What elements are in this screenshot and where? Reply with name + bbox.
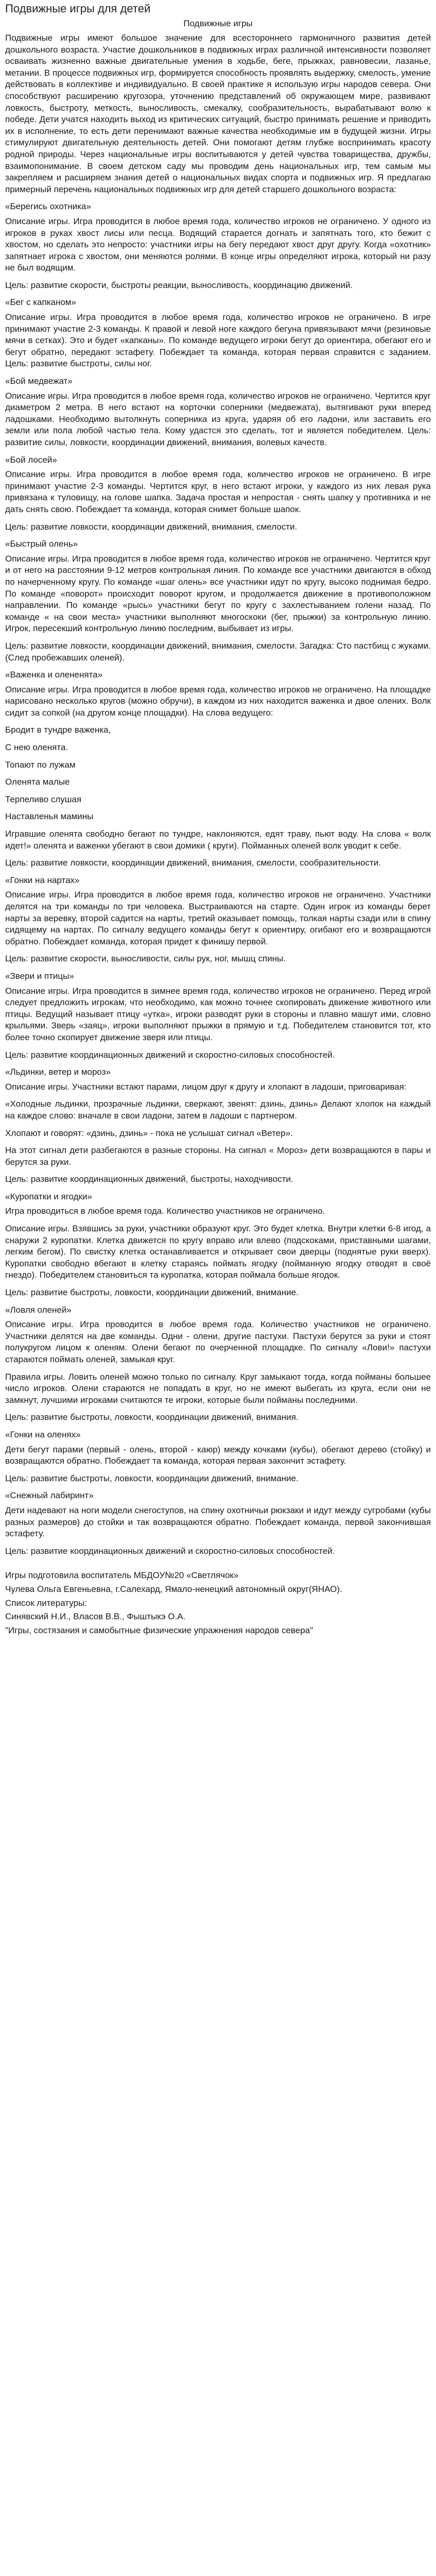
references-heading: Список литературы: bbox=[5, 1598, 87, 1608]
game-title: «Быстрый олень» bbox=[5, 539, 78, 549]
game-description: Игра проводиться в любое время года. Количество участников не ограничено. bbox=[5, 1206, 325, 1216]
game-description: Описание игры. Участники встают парами, лицом друг к другу и хлопают в ладоши, приговаривая: bbox=[5, 1081, 407, 1092]
games-list bbox=[5, 201, 431, 1557]
game-section bbox=[5, 297, 431, 370]
game-section bbox=[5, 669, 431, 869]
game-purpose: Цель: развитие быстроты, ловкости, координации движений, внимания. bbox=[5, 1412, 299, 1422]
game-section bbox=[5, 971, 431, 1061]
game-description: Дети бегут парами (первый - олень, второй - каюр) между кочками (кубы), обегают дерево (стойку) и возвращаются обратно. Побеждает та команда, которая первая закончит эстафету. bbox=[5, 1444, 431, 1466]
game-description: Описание игры. Игра проводится в любое время года, количество игроков не ограничено. В игре принимают участие 2-3 команды. Чертится круг, в него встают игроки, у каждого из них левая рука привязана к туловищу, на голове шапка. Задача простая и непростая - снять шапку у противника и не дать снять свою. Побеждает та команда, которая снимет больше шапок. bbox=[5, 469, 431, 514]
verse-line: С нею оленята. bbox=[5, 742, 68, 753]
game-section bbox=[5, 454, 431, 533]
game-section bbox=[5, 1429, 431, 1484]
game-description: Хлопают и говорят: «дзинь, дзинь» - пока не услышат сигнал «Ветер». bbox=[5, 1128, 293, 1138]
game-title: «Звери и птицы» bbox=[5, 971, 74, 981]
game-title: «Гонки на оленях» bbox=[5, 1429, 81, 1439]
game-description: Описание игры. Игра проводится в любое время года, количество игроков не ограничено. У одного из игроков в руках хвост лисы или песца. Водящий старается догнать и запятнать того, кто бежит с хвостом, но сделать это непросто: участники игры на бегу передают хвост друг другу. Когда «охотник» запятнает игрока с хвостом, они меняются ролями. В конце игры определяют игрока, который ни разу не был водящим. bbox=[5, 216, 431, 273]
verse-line: Топают по лужам bbox=[5, 759, 76, 770]
game-description: Описание игры. Игра проводится в любое время года, количество игроков не ограничено. На площадке нарисовано несколько кругов (можно обручи), в каждом из них находится важенка и двое олених. Волк сидит за сопкой (на другом конце площадки). На слова ведущего: bbox=[5, 684, 431, 718]
game-purpose: Цель: развитие координационных движений и скоростно-силовых способностей. bbox=[5, 1546, 335, 1556]
game-section bbox=[5, 376, 431, 449]
game-section bbox=[5, 201, 431, 291]
game-purpose: Цель: развитие координационных движений, быстроты, находчивости. bbox=[5, 1174, 293, 1184]
game-description: Описание игры. Взявшись за руки, участники образуют круг. Это будет клетка. Внутри клетки 6-8 игод, а снаружи 2 куропатки. Клетка движется по кругу вправо или влево (подскоками, приставными шагами, легким бегом). По свистку клетка останавливается и открывает свои дверцы (поднятые руки вверх). Куропатки свободно вбегают в клетку стараясь поймать ягодку (пойманную ягодку отводят в своё гнездо). Победителем становиться та куропатка, которая поймала больше ягодок. bbox=[5, 1224, 431, 1280]
game-section bbox=[5, 1490, 431, 1557]
game-section bbox=[5, 1066, 431, 1185]
game-title: «Гонки на нартах» bbox=[5, 875, 80, 885]
game-description: Описание игры. Игра проводится в любое время года, количество игроков не ограничено. Чертится круг диаметром 2 метра. В него встают на корточки соперники (медвежата), вытягивают руки вперед ладошками. Необходимо вытолкнуть соперника из круга, ударяя об его ладони, или заставить его земли или пола любой частью тела. Кому удастся это сделать, тот и является победителем. Цель: развитие силы, ловкости, координации движений, внимания, волевых качеств. bbox=[5, 391, 431, 447]
game-description: «Холодные льдинки, прозрачные льдинки, сверкают, звенят: дзинь, дзинь» Делают хлопок на каждый на каждое слово: вначале в свои ладони, затем в ладоши с партнером. bbox=[5, 1099, 431, 1121]
game-title: «Ловля оленей» bbox=[5, 1304, 72, 1315]
game-title: «Бой лосей» bbox=[5, 454, 57, 465]
game-description: Описание игры. Игра проводится в любое время года, количество игроков не ограничено. В игре принимают участие 2-3 команды. К правой и левой ноге каждого бегуна привязывают мячи (резиновые мячи в сетках). Это и будет «капканы». По команде ведущего игроки бегут до ориентира, обегают его и бегут обратно, передают эстафету. Побеждает та команда, которая первая справится с заданием. Цель: развитие быстроты, силы ног. bbox=[5, 312, 431, 369]
game-note: Игравшие оленята свободно бегают по тундре, наклоняются, едят траву, пьют воду. На слова « волк идет!» оленята и важенки убегают в свои домики ( круги). Пойманных оленей волк уводит к себе. bbox=[5, 829, 431, 851]
game-description: Описание игры. Игра проводится в любое время года, количество игроков не ограничено. Чертится круг и от него на расстоянии 9-12 метров контрольная линия. По команде все участники двигаются в обход по начерченному кругу. По команде «шаг олень» все участники идут по кругу, высоко поднимая бедро. По команде «поворот» происходит поворот кругом, и продолжается движение в противоположном направлении. По команде «рысь» участники бегут по кругу с захлестыванием голени назад. По команде « на свои места» участники выполняют многоскоки (бег, прыжки) за контрольную линию. Игрок, пересекший контрольную линию последним, выбывает из игры. bbox=[5, 553, 431, 634]
verse-line: Бродит в тундре важенка, bbox=[5, 725, 111, 735]
game-purpose: Цель: развитие ловкости, координации движений, внимания, смелости, сообразительности. bbox=[5, 858, 381, 868]
game-title: «Бой медвежат» bbox=[5, 376, 73, 386]
game-section bbox=[5, 538, 431, 664]
intro-paragraph: Подвижные игры имеют большое значение для всестороннего гармоничного развития детей дошкольного возраста. Участие дошкольников в подвижных играх различной интенсивности позволяет осваивать жизненно важные двигательные умения в ходьбе, беге, прыжках, равновесии, лазанье, метании. В процессе подвижных игр, формируется способность проявлять выдержку, смелость, умение действовать в коллективе и индивидуально. В своей практике я использую игры народов севера. Они способствуют расширению кругозора, уточнению представлений об окружающем мире, развивают ловкость, быстроту, меткость, выносливость, смекалку, сообразительность, вырабатывают волю к победе. Дети учатся находить выход из критических ситуаций, быстро принимать решение и приводить их в исполнение, то есть дети перенимают важные качества необходимые им в будущей жизни. Игры стимулируют двигательную деятельность детей. Они помогают детям глубже воспринимать красоту родной природы. Через национальные игры воспитываются у детей чувства товарищества, дружбы, взаимопонимание. В своем детском саду мы проводим день национальных игр, тем самым мы закрепляем и расширяем знания детей о национальных видах спорта и подвижных игр. Я предлагаю примерный перечень национальных подвижных игр для детей старшего дошкольного возраста: bbox=[5, 33, 431, 194]
game-description: Дети надевают на ноги модели снегоступов, на спину охотничьи рюкзаки и идут между сугробами (кубы разных размеров) до стойки и так возвращаются обратно. Побеждает команда, первой закончившая эстафету. bbox=[5, 1505, 431, 1539]
game-purpose: Цель: развитие ловкости, координации движений, внимания, смелости. Загадка: Сто пастбищ с жуками. (След пробежавших оленей). bbox=[5, 640, 431, 663]
game-title: «Льдинки, ветер и мороз» bbox=[5, 1067, 111, 1077]
game-description: На этот сигнал дети разбегаются в разные стороны. На сигнал « Мороз» дети возвращаются в пары и берутся за руки. bbox=[5, 1145, 431, 1167]
game-title: «Снежный лабиринт» bbox=[5, 1490, 94, 1501]
page-subtitle: Подвижные игры bbox=[183, 19, 253, 28]
game-description: Описание игры. Игра проводится в любое время года, количество игроков не ограничено. Участники делятся на три команды по три человека. Выстраиваются на старте. Один игрок из команды берет нарты за веревку, второй садится на нарты, третий оказывает помощь, толкая нарты сзади или в спину сидящему на нартах. По сигналу ведущего команды бегут к ориентиру, огибают его и возвращаются обратно. Побеждает команда, которая придет к финишу первой. bbox=[5, 890, 431, 946]
game-purpose: Цель: развитие быстроты, ловкости, координации движений, внимание. bbox=[5, 1473, 299, 1483]
footer-prepared: Игры подготовила воспитатель МБДОУ№20 «Светлячок» bbox=[5, 1570, 239, 1581]
game-section bbox=[5, 875, 431, 965]
game-title: «Бег с капканом» bbox=[5, 297, 76, 308]
verse-line: Наставленья мамины bbox=[5, 811, 94, 822]
game-description: Правила игры. Ловить оленей можно только по сигналу. Круг замыкают тогда, когда пойманы большее число игроков. Олени стараются не попадать в круг, но не имеют выбегать из круга, если они не замкнут, лучшими игроками считаются те игроки, которые были пойманы последними. bbox=[5, 1371, 431, 1405]
game-purpose: Цель: развитие быстроты, ловкости, координации движений, внимание. bbox=[5, 1287, 299, 1298]
game-title: «Куропатки и ягодки» bbox=[5, 1191, 92, 1201]
game-description: Описание игры. Игра проводится в зимнее время года, количество игроков не ограничено. Перед игрой следует предложить игрокам, что необходимо, как можно точнее скопировать движение животного или птицы. Ведущий называет птицу «утка», игроки разводят руки в стороны и плавно машут ими, словно крыльями. Зверь «заяц», игроки выполняют прыжки в прямую и т.д. Победителем становится тот, кто более точно скопирует движение зверя или птицы. bbox=[5, 986, 431, 1042]
game-purpose: Цель: развитие скорости, быстроты реакции, выносливость, координацию движений. bbox=[5, 280, 353, 290]
game-description: Описание игры. Игра проводится в любое время года. Количество участников не ограничено. Участники делятся на две команды. Одни - олени, другие пастухи. Пастухи берутся за руки и стоят полукругом лицом к оленям. Олени бегают по очерченной площадке. По сигналу «Лови!» пастухи стараются поймать оленей, замыкая круг. bbox=[5, 1319, 431, 1364]
game-title: «Важенка и олененята» bbox=[5, 670, 103, 680]
verse-line: Терпеливо слушая bbox=[5, 794, 82, 804]
reference-item: Синявский Н.И., Власов В.В., Фыштыкэ О.А. bbox=[5, 1612, 186, 1622]
game-section bbox=[5, 1304, 431, 1423]
game-purpose: Цель: развитие ловкости, координации движений, внимания, смелости. bbox=[5, 521, 298, 532]
reference-item: "Игры, состязания и самобытные физические упражнения народов севера" bbox=[5, 1625, 313, 1635]
game-title: «Берегись охотника» bbox=[5, 201, 91, 212]
verse-line: Оленята малые bbox=[5, 777, 70, 787]
game-section bbox=[5, 1191, 431, 1299]
game-purpose: Цель: развитие скорости, выносливости, силы рук, ног, мышц спины. bbox=[5, 954, 286, 964]
page-title: Подвижные игры для детей bbox=[5, 2, 151, 15]
footer-author: Чулева Ольга Евгеньевна, г.Салехард, Ямало-ненецкий автономный округ(ЯНАО). bbox=[5, 1584, 342, 1594]
game-purpose: Цель: развитие координационных движений и скоростно-силовых способностей. bbox=[5, 1049, 335, 1060]
